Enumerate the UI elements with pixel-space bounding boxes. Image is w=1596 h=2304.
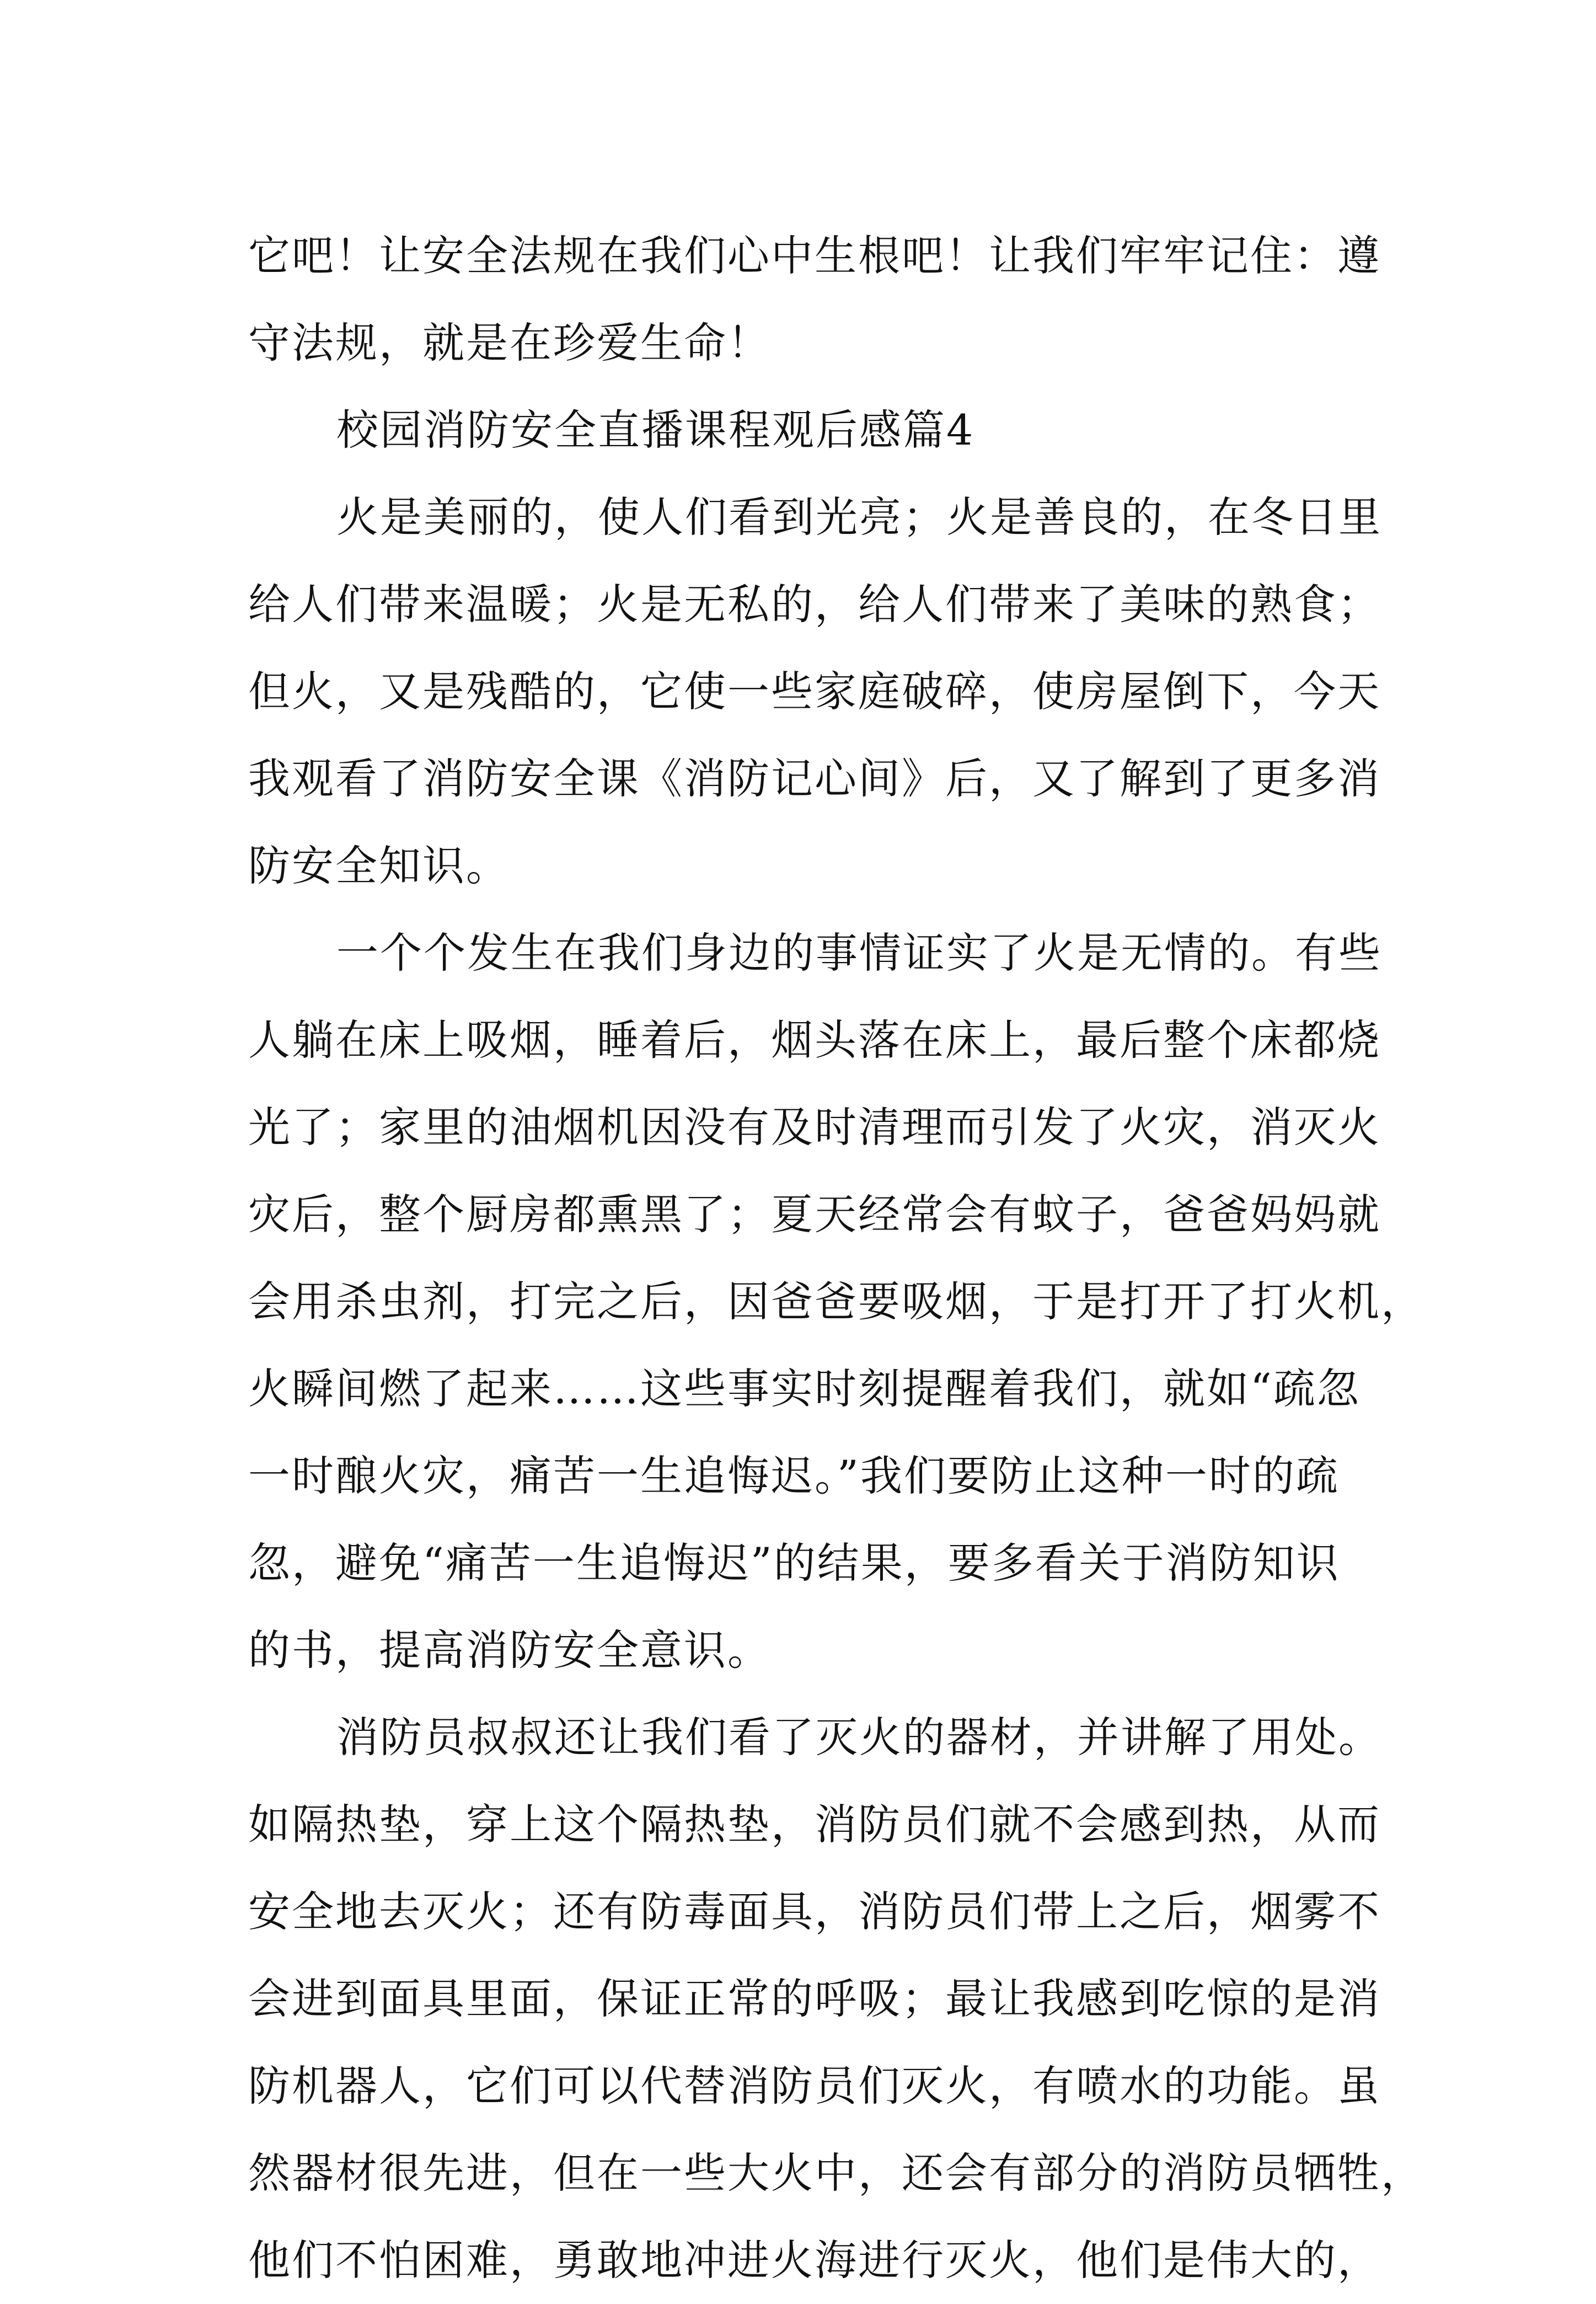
paragraph-first-line: 一个个发生在我们身边的事情证实了火是无情的。有些 — [336, 928, 1382, 977]
text-line: 他们不怕困难，勇敢地冲进火海进行灭火，他们是伟大的， — [248, 2236, 1381, 2285]
document-body — [248, 212, 1424, 2304]
paragraph-first-line: 校园消防安全直播课程观后感篇4 — [336, 405, 975, 455]
text-line: 灾后，整个厨房都熏黑了；夏天经常会有蚊子，爸爸妈妈就 — [248, 1190, 1381, 1239]
text-line: 光了；家里的油烟机因没有及时清理而引发了火灾，消灭火 — [248, 1103, 1381, 1152]
text-line: 的书，提高消防安全意识。 — [248, 1626, 771, 1675]
text-line: 如隔热垫，穿上这个隔热垫，消防员们就不会感到热，从而 — [248, 1800, 1381, 1849]
text-line: 但火，又是残酷的，它使一些家庭破碎，使房屋倒下，今天 — [248, 667, 1381, 716]
text-line: 防安全知识。 — [248, 841, 510, 890]
text-line: 我观看了消防安全课《消防记心间》后，又了解到了更多消 — [248, 754, 1381, 803]
text-line: 一时酿火灾，痛苦一生追悔迟。”我们要防止这种一时的疏 — [248, 1451, 1340, 1500]
text-line: 防机器人，它们可以代替消防员们灭火，有喷水的功能。虽 — [248, 2061, 1381, 2110]
paragraph-first-line: 消防员叔叔还让我们看了灭火的器材，并讲解了用处。 — [336, 1713, 1382, 1762]
text-line: 会进到面具里面，保证正常的呼吸；最让我感到吃惊的是消 — [248, 1974, 1381, 2023]
text-line: 守法规，就是在珍爱生命！ — [248, 318, 771, 367]
text-line: 会用杀虫剂，打完之后，因爸爸要吸烟，于是打开了打火机， — [248, 1277, 1424, 1326]
text-line: 火瞬间燃了起来……这些事实时刻提醒着我们，就如“疏忽 — [248, 1364, 1361, 1413]
text-line: 安全地去灭火；还有防毒面具，消防员们带上之后，烟雾不 — [248, 1887, 1381, 1936]
text-line: 给人们带来温暖；火是无私的，给人们带来了美味的熟食； — [248, 580, 1381, 629]
text-line: 然器材很先进，但在一些大火中，还会有部分的消防员牺牲， — [248, 2148, 1424, 2198]
text-line: 它吧！让安全法规在我们心中生根吧！让我们牢牢记住：遵 — [248, 231, 1381, 280]
text-line: 忽，避免“痛苦一生追悔迟”的结果，要多看关于消防知识 — [248, 1538, 1340, 1587]
paragraph-first-line: 火是美丽的，使人们看到光亮；火是善良的，在冬日里 — [336, 493, 1382, 542]
text-line: 人躺在床上吸烟，睡着后，烟头落在床上，最后整个床都烧 — [248, 1015, 1381, 1065]
